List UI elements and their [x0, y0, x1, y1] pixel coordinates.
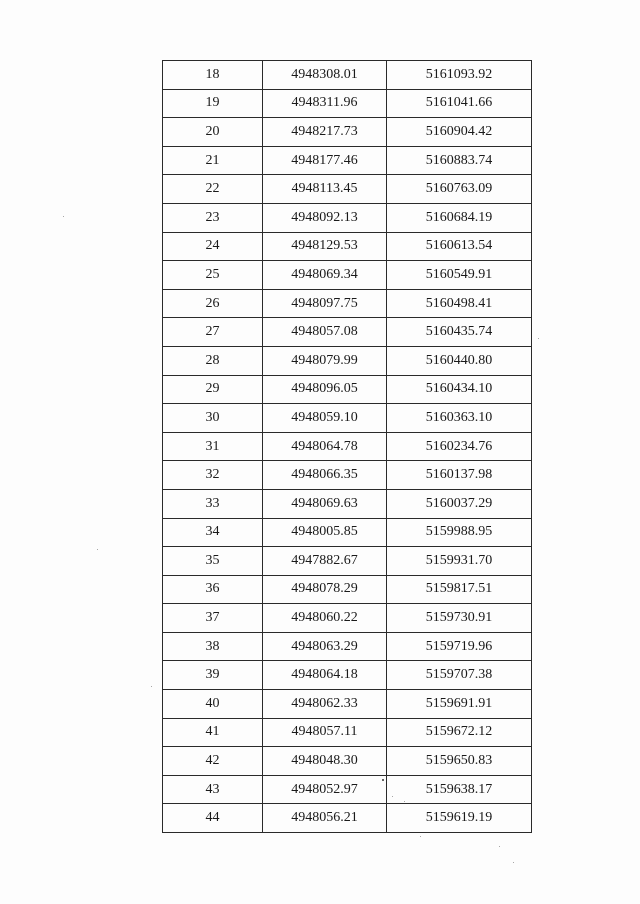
table-row	[163, 547, 532, 576]
coordinates-table	[162, 60, 532, 833]
scan-speck	[63, 216, 64, 217]
table-row	[163, 432, 532, 461]
x-coordinate-cell: 4948097.75	[263, 289, 387, 318]
y-coordinate-cell: 5160137.98	[387, 461, 532, 490]
y-coordinate-cell: 5159730.91	[387, 604, 532, 633]
y-coordinate-cell: 5160904.42	[387, 118, 532, 147]
y-coordinate-cell: 5160434.10	[387, 375, 532, 404]
y-coordinate-cell: 5160498.41	[387, 289, 532, 318]
point-number-cell: 18	[163, 61, 263, 90]
y-coordinate-cell: 5160613.54	[387, 232, 532, 261]
y-coordinate-cell: 5159691.91	[387, 690, 532, 719]
x-coordinate-cell: 4948062.33	[263, 690, 387, 719]
table-row	[163, 747, 532, 776]
table-row	[163, 232, 532, 261]
x-coordinate-cell: 4948217.73	[263, 118, 387, 147]
point-number-cell: 40	[163, 690, 263, 719]
table-row	[163, 775, 532, 804]
y-coordinate-cell: 5159931.70	[387, 547, 532, 576]
y-coordinate-cell: 5159619.19	[387, 804, 532, 833]
point-number-cell: 41	[163, 718, 263, 747]
scan-speck	[538, 338, 539, 339]
scan-speck	[382, 779, 384, 781]
x-coordinate-cell: 4948113.45	[263, 175, 387, 204]
point-number-cell: 28	[163, 346, 263, 375]
x-coordinate-cell: 4948069.63	[263, 489, 387, 518]
y-coordinate-cell: 5160234.76	[387, 432, 532, 461]
table-row	[163, 489, 532, 518]
table-row	[163, 89, 532, 118]
table-row	[163, 461, 532, 490]
point-number-cell: 44	[163, 804, 263, 833]
y-coordinate-cell: 5159817.51	[387, 575, 532, 604]
point-number-cell: 33	[163, 489, 263, 518]
point-number-cell: 30	[163, 404, 263, 433]
y-coordinate-cell: 5159650.83	[387, 747, 532, 776]
y-coordinate-cell: 5159672.12	[387, 718, 532, 747]
x-coordinate-cell: 4947882.67	[263, 547, 387, 576]
point-number-cell: 43	[163, 775, 263, 804]
table-row	[163, 632, 532, 661]
y-coordinate-cell: 5161041.66	[387, 89, 532, 118]
x-coordinate-cell: 4948177.46	[263, 146, 387, 175]
y-coordinate-cell: 5161093.92	[387, 61, 532, 90]
x-coordinate-cell: 4948078.29	[263, 575, 387, 604]
point-number-cell: 38	[163, 632, 263, 661]
x-coordinate-cell: 4948069.34	[263, 261, 387, 290]
table-row	[163, 690, 532, 719]
scan-speck	[151, 686, 152, 687]
point-number-cell: 32	[163, 461, 263, 490]
x-coordinate-cell: 4948005.85	[263, 518, 387, 547]
scan-speck	[513, 862, 514, 863]
x-coordinate-cell: 4948311.96	[263, 89, 387, 118]
point-number-cell: 31	[163, 432, 263, 461]
table-row	[163, 518, 532, 547]
x-coordinate-cell: 4948096.05	[263, 375, 387, 404]
point-number-cell: 20	[163, 118, 263, 147]
table-row	[163, 718, 532, 747]
scan-speck	[420, 836, 421, 837]
table-row	[163, 61, 532, 90]
table-row	[163, 203, 532, 232]
y-coordinate-cell: 5160363.10	[387, 404, 532, 433]
x-coordinate-cell: 4948066.35	[263, 461, 387, 490]
point-number-cell: 22	[163, 175, 263, 204]
x-coordinate-cell: 4948057.11	[263, 718, 387, 747]
y-coordinate-cell: 5160684.19	[387, 203, 532, 232]
x-coordinate-cell: 4948060.22	[263, 604, 387, 633]
table-row	[163, 575, 532, 604]
y-coordinate-cell: 5160037.29	[387, 489, 532, 518]
point-number-cell: 21	[163, 146, 263, 175]
point-number-cell: 19	[163, 89, 263, 118]
point-number-cell: 27	[163, 318, 263, 347]
point-number-cell: 25	[163, 261, 263, 290]
scan-speck	[404, 801, 405, 802]
point-number-cell: 24	[163, 232, 263, 261]
table-row	[163, 404, 532, 433]
x-coordinate-cell: 4948064.78	[263, 432, 387, 461]
y-coordinate-cell: 5160549.91	[387, 261, 532, 290]
x-coordinate-cell: 4948129.53	[263, 232, 387, 261]
table-row	[163, 804, 532, 833]
x-coordinate-cell: 4948092.13	[263, 203, 387, 232]
table-row	[163, 289, 532, 318]
point-number-cell: 39	[163, 661, 263, 690]
x-coordinate-cell: 4948059.10	[263, 404, 387, 433]
table-row	[163, 175, 532, 204]
scan-speck	[499, 846, 500, 847]
point-number-cell: 29	[163, 375, 263, 404]
table-row	[163, 661, 532, 690]
table-row	[163, 318, 532, 347]
scan-speck	[97, 549, 98, 550]
x-coordinate-cell: 4948052.97	[263, 775, 387, 804]
point-number-cell: 23	[163, 203, 263, 232]
x-coordinate-cell: 4948063.29	[263, 632, 387, 661]
table-row	[163, 146, 532, 175]
y-coordinate-cell: 5160440.80	[387, 346, 532, 375]
point-number-cell: 34	[163, 518, 263, 547]
point-number-cell: 36	[163, 575, 263, 604]
point-number-cell: 35	[163, 547, 263, 576]
y-coordinate-cell: 5159707.38	[387, 661, 532, 690]
y-coordinate-cell: 5159988.95	[387, 518, 532, 547]
y-coordinate-cell: 5159719.96	[387, 632, 532, 661]
point-number-cell: 42	[163, 747, 263, 776]
y-coordinate-cell: 5160883.74	[387, 146, 532, 175]
point-number-cell: 26	[163, 289, 263, 318]
point-number-cell: 37	[163, 604, 263, 633]
scan-speck	[392, 796, 393, 797]
x-coordinate-cell: 4948056.21	[263, 804, 387, 833]
table-row	[163, 346, 532, 375]
y-coordinate-cell: 5160435.74	[387, 318, 532, 347]
y-coordinate-cell: 5160763.09	[387, 175, 532, 204]
coordinates-table-body	[163, 61, 532, 833]
x-coordinate-cell: 4948079.99	[263, 346, 387, 375]
table-row	[163, 261, 532, 290]
y-coordinate-cell: 5159638.17	[387, 775, 532, 804]
table-row	[163, 118, 532, 147]
x-coordinate-cell: 4948064.18	[263, 661, 387, 690]
x-coordinate-cell: 4948048.30	[263, 747, 387, 776]
x-coordinate-cell: 4948057.08	[263, 318, 387, 347]
table-row	[163, 604, 532, 633]
x-coordinate-cell: 4948308.01	[263, 61, 387, 90]
table-row	[163, 375, 532, 404]
